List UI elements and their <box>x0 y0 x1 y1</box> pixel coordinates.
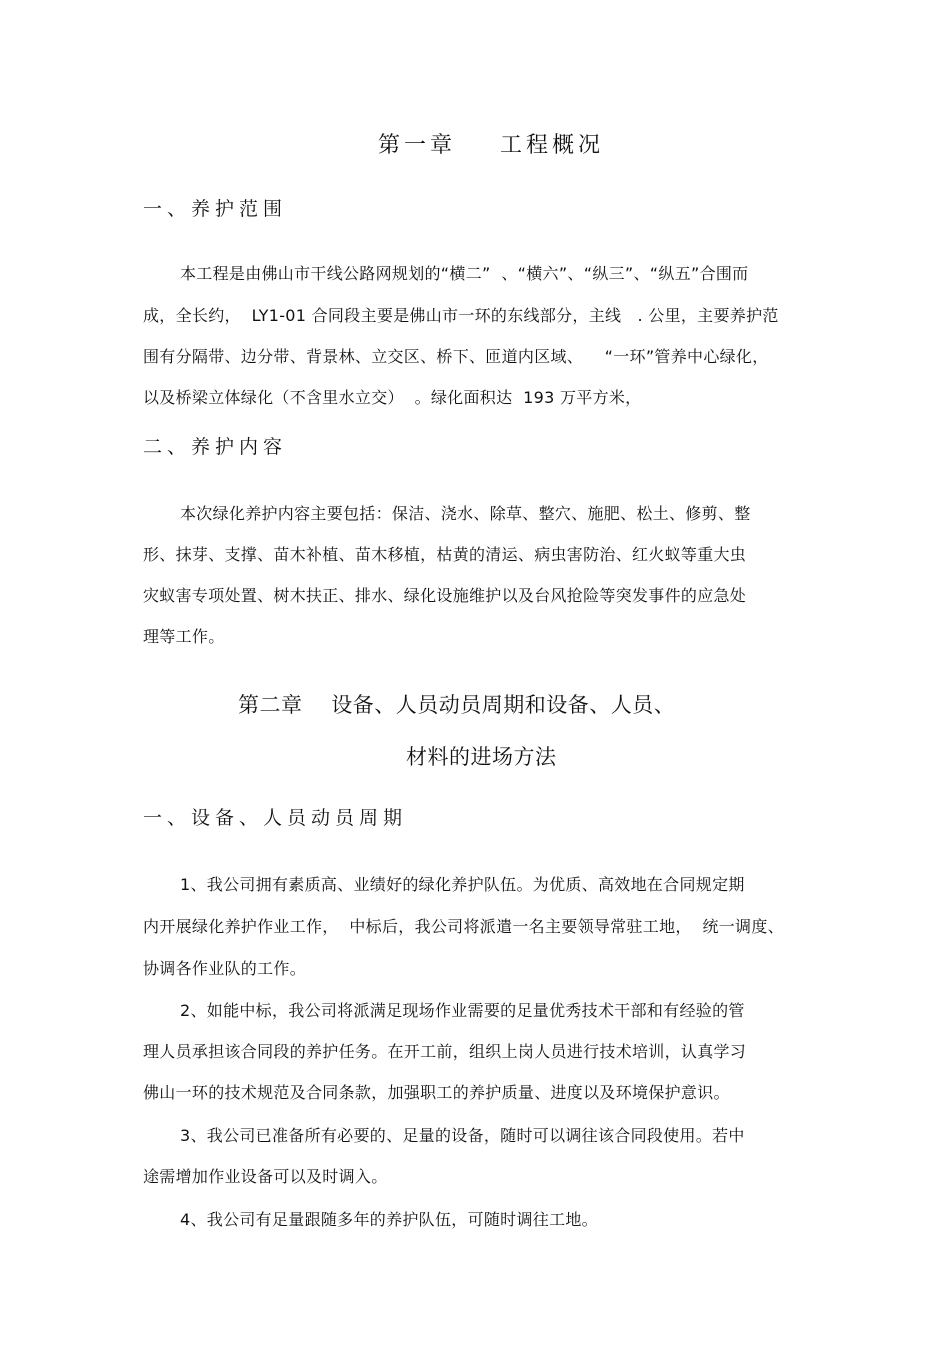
paragraph-line: 途需增加作业设备可以及时调入。 <box>143 1167 388 1186</box>
paragraph-line: 理等工作。 <box>143 627 225 646</box>
chapter-2-title-line-2: 材料的进场方法 <box>406 745 557 769</box>
paragraph-line: 1、我公司拥有素质高、业绩好的绿化养护队伍。为优质、高效地在合同规定期 <box>180 875 745 894</box>
section-1-1-heading: 一、养护范围 <box>143 198 288 220</box>
paragraph-line: 以及桥梁立体绿化（不含里水立交） 。绿化面积达 193 万平方米， <box>143 388 642 407</box>
section-1-2-heading: 二、养护内容 <box>143 436 288 458</box>
chapter-1-title: 第一章 工程概况 <box>378 133 604 158</box>
section-2-1-heading: 一、设备、人员动员周期 <box>143 807 408 829</box>
paragraph-line: 成，全长约， LY1-01 合同段主要是佛山市一环的东线部分，主线 . 公里，主要养护范 <box>143 306 779 325</box>
paragraph-line: 理人员承担该合同段的养护任务。在开工前，组织上岗人员进行技术培训，认真学习 <box>143 1042 747 1061</box>
paragraph-line: 灾蚁害专项处置、树木扶正、排水、绿化设施维护以及台风抢险等突发事件的应急处 <box>143 586 747 605</box>
paragraph-line: 围有分隔带、边分带、背景林、立交区、桥下、匝道内区域、 “一环”管养中心绿化， <box>143 347 769 366</box>
paragraph-line: 2、如能中标，我公司将派满足现场作业需要的足量优秀技术干部和有经验的管 <box>180 1001 745 1020</box>
paragraph-line: 3、我公司已准备所有必要的、足量的设备，随时可以调往该合同段使用。若中 <box>180 1126 745 1145</box>
paragraph-line: 形、抹芽、支撑、苗木补植、苗木移植，枯黄的清运、病虫害防治、红火蚁等重大虫 <box>143 545 747 564</box>
paragraph-line: 本工程是由佛山市干线公路网规划的“横二” 、“横六”、“纵三”、“纵五”合围而 <box>180 264 749 283</box>
paragraph-line: 协调各作业队的工作。 <box>143 959 307 978</box>
paragraph-line: 佛山一环的技术规范及合同条款，加强职工的养护质量、进度以及环境保护意识。 <box>143 1083 730 1102</box>
paragraph-line: 本次绿化养护内容主要包括：保洁、浇水、除草、整穴、施肥、松土、修剪、整 <box>180 504 751 523</box>
paragraph-line: 内开展绿化养护作业工作， 中标后，我公司将派遣一名主要领导常驻工地， 统一调度、 <box>143 917 784 936</box>
chapter-2-title-line-1: 第二章 设备、人员动员周期和设备、人员、 <box>238 693 676 717</box>
paragraph-line: 4、我公司有足量跟随多年的养护队伍，可随时调往工地。 <box>180 1210 598 1229</box>
